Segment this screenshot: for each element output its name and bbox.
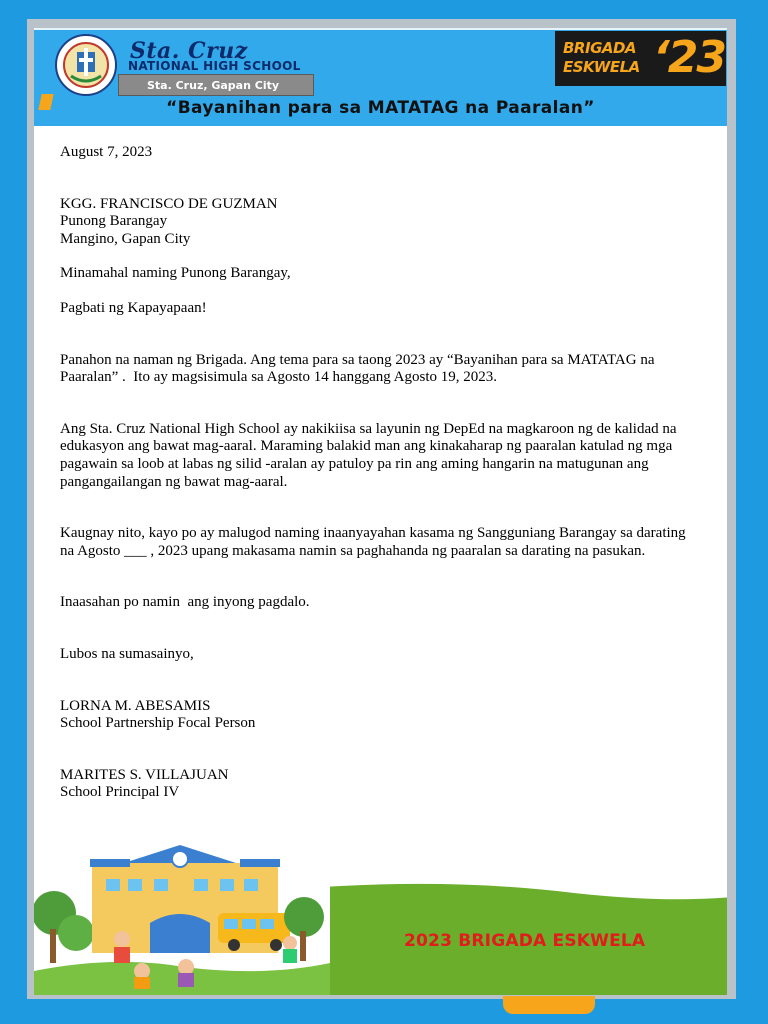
recipient-address: Mangino, Gapan City	[60, 230, 191, 247]
brigada-logo-line-1: BRIGADA	[563, 39, 637, 57]
body-paragraph-4: Inaasahan po namin ang inyong pagdalo.	[60, 594, 310, 611]
greeting: Pagbati ng Kapayapaan!	[60, 299, 207, 316]
signatory-2-name: MARITES S. VILLAJUAN	[60, 766, 229, 783]
letter-body	[60, 144, 700, 802]
body-paragraph-1: Panahon na naman ng Brigada. Ang tema para sa taong 2023 ay “Bayanihan para sa MATATAG na Paaralan” . Ito ay magsisimula sa Agosto 14 hanggang Agosto 19, 2023.	[60, 351, 659, 386]
school-seal-logo	[55, 34, 117, 96]
theme-motto: “Bayanihan para sa MATATAG na Paaralan”	[166, 98, 595, 118]
signatory-1-title: School Partnership Focal Person	[60, 715, 256, 732]
school-location: Sta. Cruz, Gapan City	[118, 74, 314, 96]
recipient-title: Punong Barangay	[60, 213, 168, 230]
school-illustration	[34, 843, 330, 995]
letter-date: August 7, 2023	[60, 144, 153, 160]
recipient-name: KGG. FRANCISCO DE GUZMAN	[60, 195, 278, 212]
brigada-eskwela-logo	[555, 31, 726, 86]
letterhead-top-rule	[34, 28, 727, 30]
signatory-1-name: LORNA M. ABESAMIS	[60, 697, 211, 714]
signatory-2-title: School Principal IV	[60, 784, 180, 801]
footer-label: 2023 BRIGADA ESKWELA	[404, 931, 646, 951]
brigada-logo-line-2: ESKWELA	[563, 58, 640, 76]
closing: Lubos na sumasainyo,	[60, 645, 194, 662]
bottom-accent-tab	[503, 996, 595, 1014]
salutation: Minamahal naming Punong Barangay,	[60, 265, 291, 282]
body-paragraph-3: Kaugnay nito, kayo po ay malugod naming inaanyayahan kasama ng Sangguniang Barangay sa darating na Agosto ___ , 2023 upang makasama namin sa paghahanda ng paaralan sa darating na pasukan.	[60, 525, 690, 559]
school-type: NATIONAL HIGH SCHOOL	[128, 59, 301, 73]
school-name: Sta. Cruz	[130, 38, 248, 64]
letterhead	[34, 28, 727, 126]
body-paragraph-2: Ang Sta. Cruz National High School ay nakikiisa sa layunin ng DepEd na magkaroon ng de kalidad na edukasyon ang bawat mag-aaral. Maraming balakid man ang kinakaharap ng paaralan katulad ng mga pagawain sa loob at labas ng silid -aralan ay patuloy pa rin ang aming hangarin na matugunan ang pangangailangan ng bawat mag-aaral.	[60, 420, 681, 490]
letter-page	[34, 28, 727, 995]
brigada-logo-year: ‘23	[653, 32, 725, 83]
